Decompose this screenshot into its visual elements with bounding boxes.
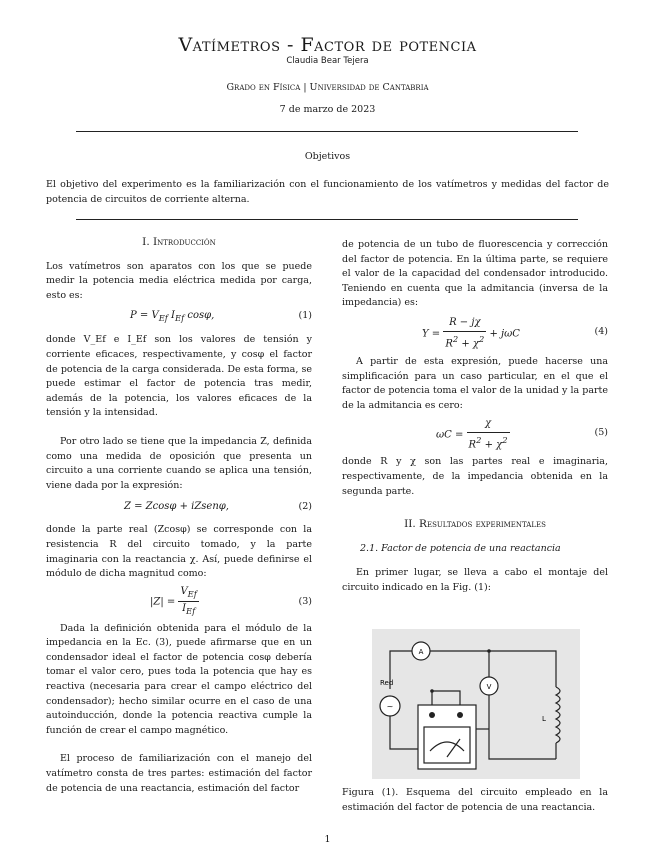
equation-4: Y = $\frac{R - j\chi}{R^2 + \chi^2}$ + jωC (4) [422,316,608,349]
paragraph: Dada la definición obtenida para el módulo de la impedancia en la Ec. (3), puede afirmarse que en un condensador ideal el factor de potencia cosφ debería tomar el valor cero, pues toda la potencia que hay es reactiva (necesaria para crear el campo eléctrico del condensador); hecho similar ocurre en el caso de una autoinducción, donde la potencia reactiva cumple la función de crear el campo magnético. [46,622,312,736]
figure-caption: Figura (1). Esquema del circuito empleado en la estimación del factor de potencia de una reactancia. [342,787,608,813]
paragraph: de potencia de un tubo de fluorescencia y corrección del factor de potencia. En la última parte, se requiere el valor de la capacidad del condensador introducido. Teniendo en cuenta que la admitancia (inversa de la impedancia) es: [342,239,608,309]
equation-number: (2) [298,501,312,513]
objectives-text: El objetivo del experimento es la familiarización con el funcionamiento de los vatímetros y medidas del factor de potencia de circuitos de corriente alterna. [46,179,609,205]
paragraph: A partir de esta expresión, puede hacerse una simplificación para un caso particular, en el que el factor de potencia toma el valor de la unidad y la parte de la admitancia es cero: [342,355,608,411]
equation-number: (3) [298,595,312,607]
bottom-rule [76,219,578,220]
source-symbol: ~ [386,702,394,711]
equation-number: (1) [298,310,312,322]
equation-1: $P = V_{Ef}$ $I_{Ef}$ cosφ, (1) [130,310,312,324]
right-column [342,238,608,596]
objectives-heading: Objetivos [304,151,351,162]
equation-5: ωC = $\frac{\chi}{R^2 + \chi^2}$ (5) [436,418,608,451]
paragraph: donde R y χ son las partes real e imaginaria, respectivamente, de la impedancia obtenida en la segunda parte. [342,456,608,497]
circuit-figure [372,629,580,779]
node-dot [487,649,491,653]
wattmeter-dial [424,727,470,763]
equation-2: Z = Zcosφ + iZsenφ, (2) [46,493,312,523]
section-2-title: II. Resultados experimentales [404,518,546,531]
date: 7 de marzo de 2023 [279,104,376,115]
equation-number: (5) [594,427,608,439]
ammeter-label: A [418,648,424,656]
source-label: Red [380,679,394,687]
paragraph: Los vatímetros son aparatos con los que se puede medir la potencia media eléctrica medida por carga, esto es: [46,260,312,301]
node-dot [430,689,434,693]
voltmeter-label: V [486,683,492,691]
terminal [457,712,463,718]
section-1-title: I. Introducción [142,236,216,248]
equation-3: |Z| = $\frac{V_{Ef}}{I_{Ef}}$ (3) [150,585,312,617]
top-rule [76,131,578,132]
paragraph: donde la parte real (Zcosφ) se corresponde con la resistencia R del circuito tomado, y la parte imaginaria con la reactancia χ. Así, puede definirse el módulo de dicha magnitud como: [46,524,312,580]
paragraph: El proceso de familiarización con el manejo del vatímetro consta de tres partes: estimación del factor de potencia de una reactancia, estimación del factor [46,753,312,794]
paper-title: Vatímetros - Factor de potencia [178,34,477,56]
subsection-title: 2.1. Factor de potencia de una reactancia [360,542,561,554]
paragraph: En primer lugar, se lleva a cabo el montaje del circuito indicado en la Fig. (1): [342,567,608,593]
left-column [46,235,312,796]
affiliation: Grado en Física | Universidad de Cantabria [226,82,429,93]
page-number: 1 [324,834,331,845]
paragraph: Por otro lado se tiene que la impedancia Z, definida como una medida de oposición que presenta un circuito a una corriente cuando se aplica una tensión, viene dada por la expresión: [46,435,312,491]
author: Claudia Bear Tejera [286,56,369,66]
paragraph: donde V_Ef e I_Ef son los valores de tensión y corriente eficaces, respectivamente, y cosφ el factor de potencia de la carga considerada. De esta forma, se puede estimar el factor de potencia tras medir, además de la potencia, los valores eficaces de la tensión y la intensidad. [46,334,312,419]
equation-number: (4) [594,325,608,337]
terminal [429,712,435,718]
inductor-label: L [542,715,546,723]
